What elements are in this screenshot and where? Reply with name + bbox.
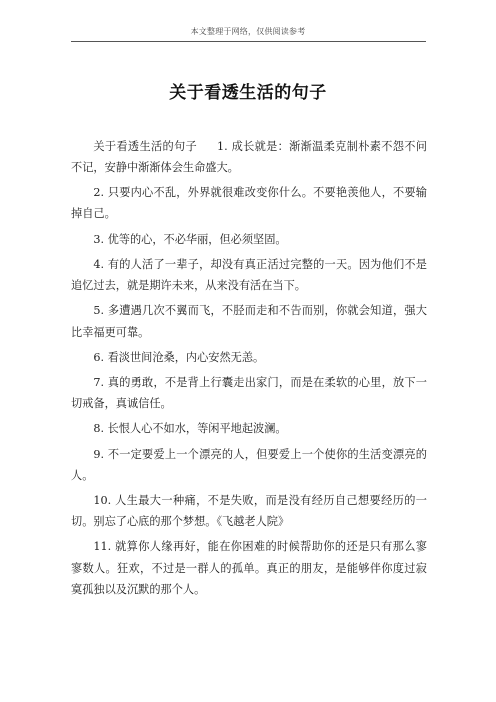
paragraph-6: 6. 看淡世间沧桑，内心安然无恙。 (93, 350, 265, 364)
paragraph-5: 5. 多遭遇几次不翼而飞，不胫而走和不告而别，你就会知道，强大比幸福更可靠。 (71, 304, 427, 339)
paragraph-text: 1. 成长就是：渐渐温柔克制朴素不怨不问不记，安静中渐渐体会生命盛大。 (71, 140, 427, 175)
paragraph-11: 11. 就算你人缘再好，能在你困难的时候帮助你的还是只有那么寥寥数人。狂欢，不过是一群人的孤单。真正的朋友，是能够伴你度过寂寞孤独以及沉默的那个人。 (71, 540, 427, 596)
paragraph-9: 9. 不一定要爱上一个漂亮的人，但要爱上一个使你的生活变漂亮的人。 (71, 447, 427, 482)
intro-label: 关于看透生活的句子 (93, 140, 198, 153)
paragraph-8: 8. 长恨人心不如水，等闲平地起波澜。 (93, 422, 287, 436)
document-body (71, 136, 427, 604)
paragraph-7: 7. 真的勇敢，不是背上行囊走出家门，而是在柔软的心里，放下一切戒备，真诚信任。 (71, 376, 427, 411)
paragraph-1 (71, 136, 427, 178)
paragraph-4: 4. 有的人活了一辈子，却没有真正活过完整的一天。因为他们不是追忆过去，就是期许未来，从来没有活在当下。 (71, 258, 427, 293)
document-title: 关于看透生活的句子 (169, 83, 327, 103)
header-note: 本文整理于网络，仅供阅读参考 (190, 27, 306, 36)
paragraph-10: 10. 人生最大一种痛，不是失败，而是没有经历自己想要经历的一切。别忘了心底的那个梦想。《飞越老人院》 (71, 494, 427, 529)
header-divider (71, 41, 426, 42)
paragraph-2: 2. 只要内心不乱，外界就很难改变你什么。不要艳羡他人，不要输掉自己。 (71, 186, 427, 221)
paragraph-3: 3. 优等的心，不必华丽，但必须坚固。 (93, 232, 287, 246)
